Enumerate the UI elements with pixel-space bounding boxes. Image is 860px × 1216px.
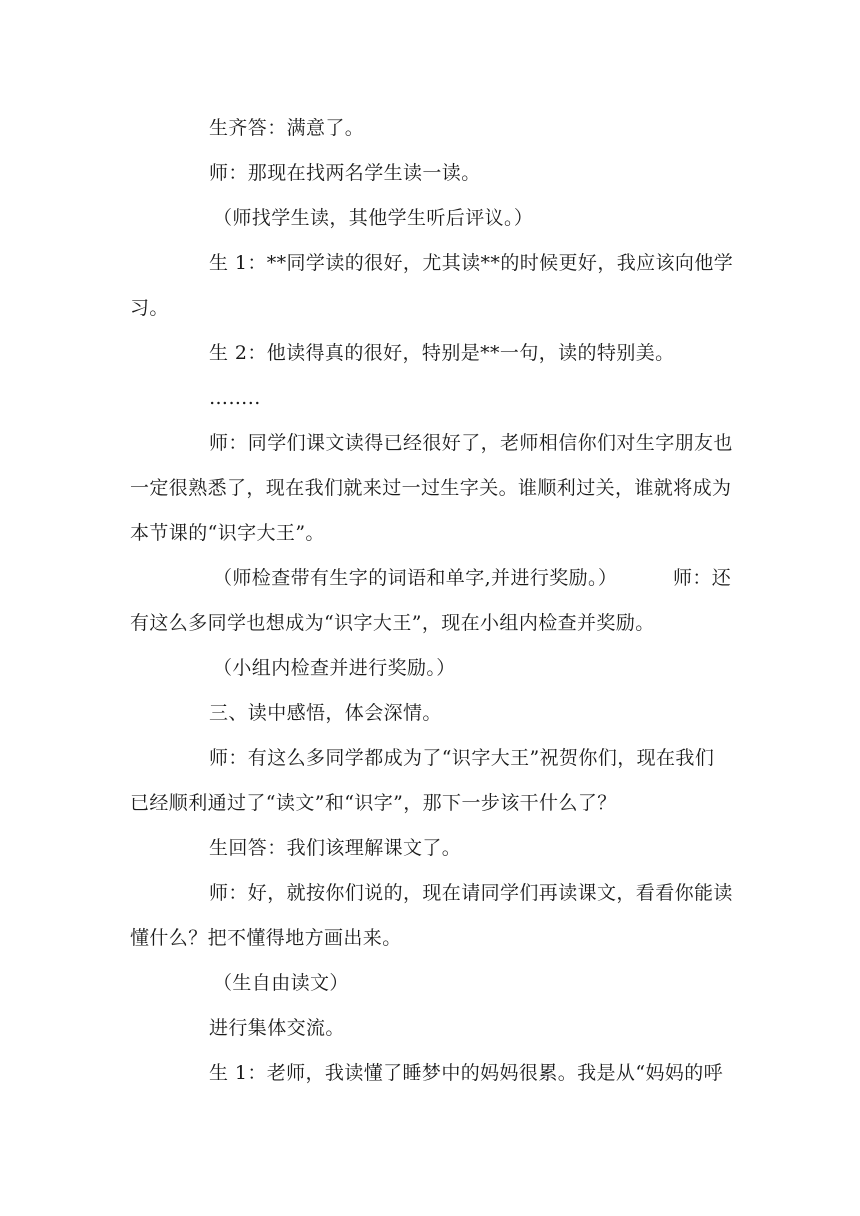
paragraph-line: 师：好，就按你们说的，现在请同学们再读课文，看看你能读 — [209, 882, 733, 904]
paragraph-line: 师：那现在找两名学生读一读。 — [209, 162, 481, 184]
paragraph-line: …….. — [209, 387, 261, 409]
paragraph-line: 生齐答：满意了。 — [209, 117, 365, 139]
paragraph-line: 一定很熟悉了，现在我们就来过一过生字关。谁顺利过关，谁就将成为 — [130, 477, 732, 499]
paragraph-line: 师：还 — [673, 567, 732, 589]
paragraph-line: 生回答：我们该理解课文了。 — [209, 837, 462, 859]
paragraph-line: （生自由读文） — [213, 972, 349, 994]
paragraph-line: （师找学生读，其他学生听后评议。） — [213, 207, 534, 229]
paragraph-line: 师：同学们课文读得已经很好了，老师相信你们对生字朋友也 — [209, 432, 733, 454]
paragraph-line: 进行集体交流。 — [209, 1017, 345, 1039]
paragraph-line: （小组内检查并进行奖励。） — [213, 657, 456, 679]
paragraph-line: 本节课的“识字大王”。 — [130, 522, 325, 544]
paragraph-line: 懂什么？把不懂得地方画出来。 — [130, 927, 402, 949]
section-heading: 三、读中感悟，体会深情。 — [209, 702, 442, 724]
paragraph-line: 习。 — [130, 297, 169, 319]
paragraph-line: 已经顺利通过了“读文”和“识字”，那下一步该干什么了？ — [130, 792, 617, 814]
paragraph-line: 生 2：他读得真的很好，特别是**一句，读的特别美。 — [209, 342, 675, 364]
paragraph-line: 生 1：**同学读的很好，尤其读**的时候更好，我应该向他学 — [209, 252, 734, 274]
paragraph-line: （师检查带有生字的词语和单字,并进行奖励。） — [213, 567, 618, 589]
paragraph-line: 师：有这么多同学都成为了“识字大王”祝贺你们，现在我们 — [209, 747, 715, 769]
paragraph-line: 有这么多同学也想成为“识字大王”，现在小组内检查并奖励。 — [130, 612, 655, 634]
paragraph-line: 生 1：老师，我读懂了睡梦中的妈妈很累。我是从“妈妈的呼 — [209, 1062, 724, 1084]
